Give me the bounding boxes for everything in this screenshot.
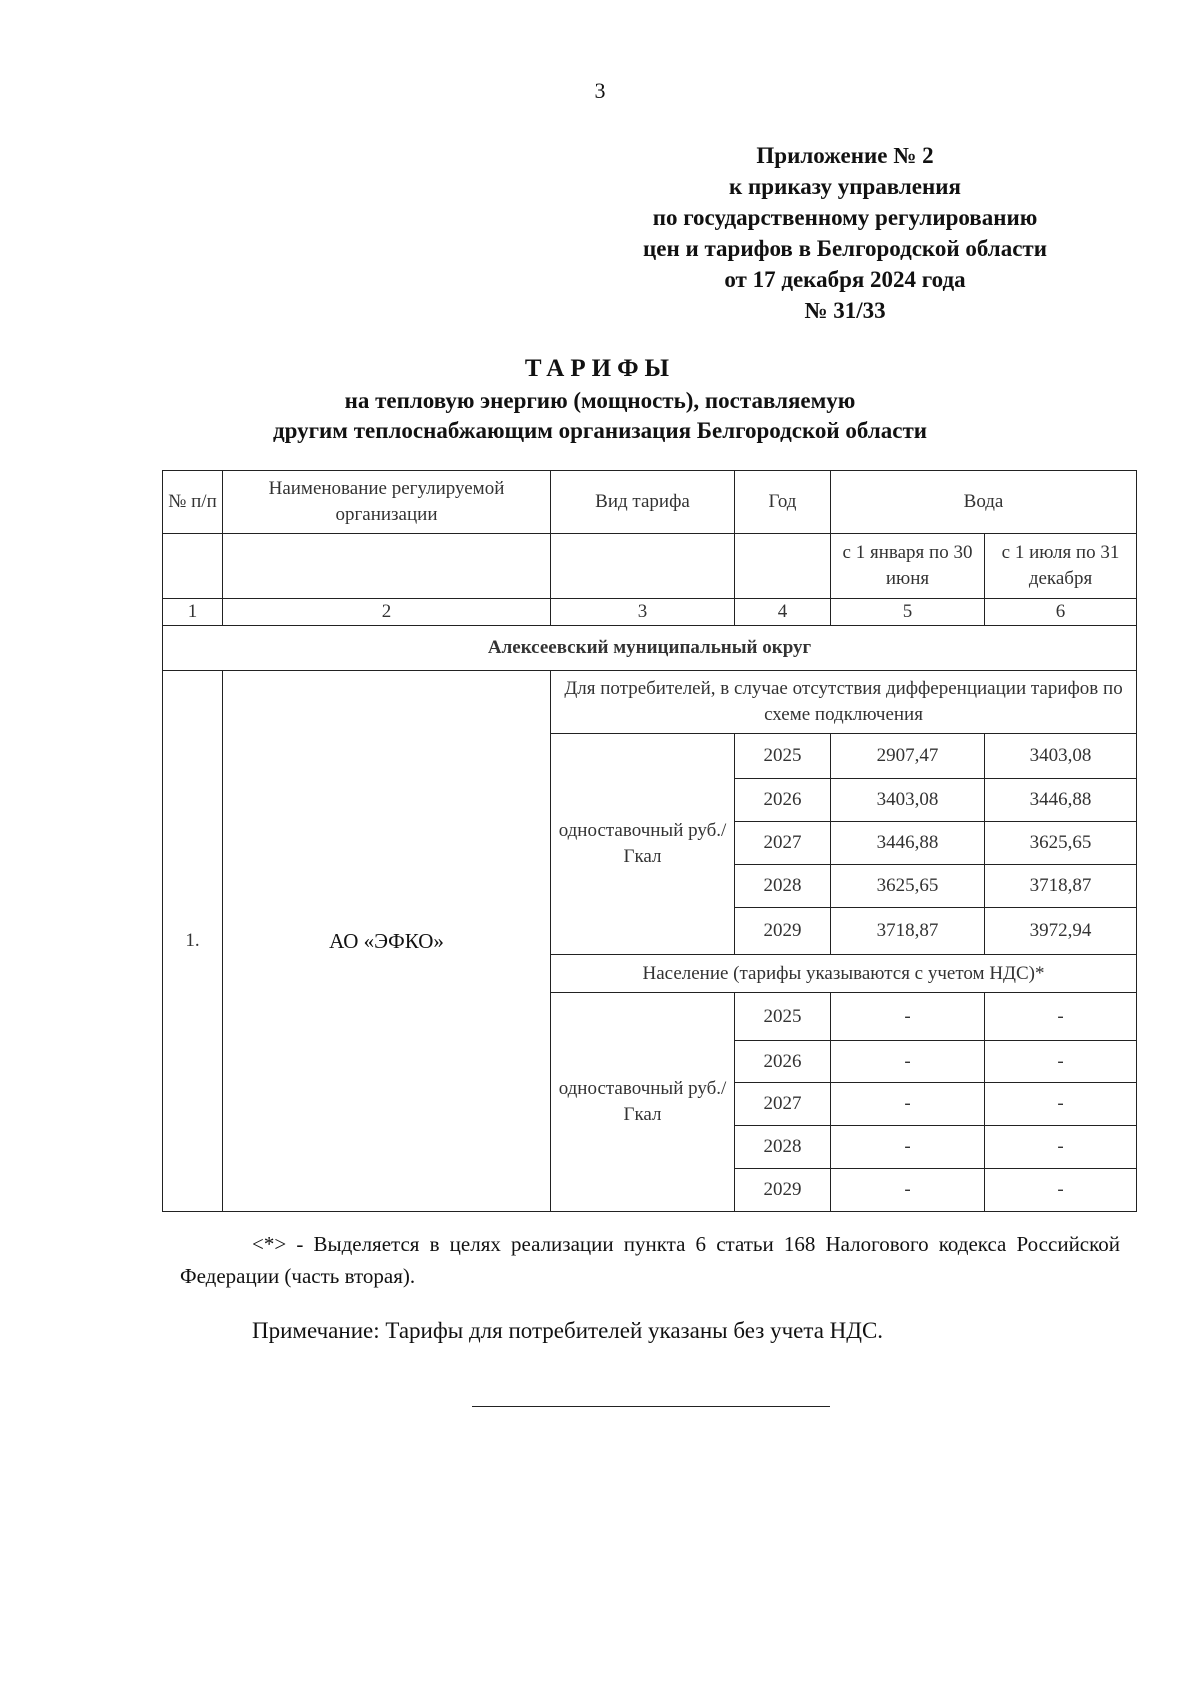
appendix-line: цен и тарифов в Белгородской области — [643, 236, 1047, 261]
header-water: Вода — [831, 471, 1137, 534]
year-cell: 2026 — [735, 1041, 831, 1083]
subheader-empty — [223, 534, 551, 599]
year-cell: 2025 — [735, 993, 831, 1041]
title-subtitle-1: на тепловую энергию (мощность), поставляемую — [344, 388, 856, 413]
tariff-value-h1: 3446,88 — [831, 822, 985, 865]
table-subheader-row — [163, 534, 1137, 599]
tariff-value-h1: 3403,08 — [831, 779, 985, 822]
title-subtitle-2: другим теплоснабжающим организация Белгородской области — [272, 418, 927, 443]
tariff-value-h2: 3972,94 — [985, 908, 1137, 955]
tariff-value-h2: - — [985, 1169, 1137, 1212]
note: Примечание: Тарифы для потребителей указаны без учета НДС. — [252, 1318, 884, 1343]
year-cell: 2029 — [735, 908, 831, 955]
tariff-table — [162, 470, 1137, 1212]
header-num: № п/п — [163, 471, 223, 534]
year-cell: 2027 — [735, 822, 831, 865]
district-name: Алексеевский муниципальный округ — [163, 626, 1137, 671]
appendix-line: от 17 декабря 2024 года — [724, 267, 966, 292]
column-number: 2 — [223, 599, 551, 626]
consumers-section-label: Для потребителей, в случае отсутствия дифференциации тарифов по схеме подключения — [551, 671, 1137, 734]
tariff-value-h1: - — [831, 993, 985, 1041]
subheader-empty — [163, 534, 223, 599]
population-tariff-type: одноставочный руб./Гкал — [551, 993, 735, 1212]
tariff-value-h1: - — [831, 1126, 985, 1169]
column-number: 6 — [985, 599, 1137, 626]
title-main: ТАРИФЫ — [524, 355, 676, 382]
tariff-value-h2: 3446,88 — [985, 779, 1137, 822]
tariff-value-h2: 3625,65 — [985, 822, 1137, 865]
tariff-value-h2: - — [985, 1041, 1137, 1083]
document-title — [0, 352, 1200, 446]
tariff-value-h2: - — [985, 1126, 1137, 1169]
page-number: 3 — [594, 78, 606, 103]
header-period-1: с 1 января по 30 июня — [831, 534, 985, 599]
header-period-2: с 1 июля по 31 декабря — [985, 534, 1137, 599]
column-number: 1 — [163, 599, 223, 626]
table-header-row — [163, 471, 1137, 534]
subheader-empty — [735, 534, 831, 599]
tariff-value-h2: 3403,08 — [985, 734, 1137, 779]
appendix-line: Приложение № 2 — [756, 143, 934, 168]
tariff-value-h1: 3625,65 — [831, 865, 985, 908]
footnote: <*> - Выделяется в целях реализации пункта 6 статьи 168 Налогового кодекса Российской Федерации (часть вторая). — [180, 1232, 1120, 1288]
tariff-value-h1: - — [831, 1041, 985, 1083]
header-organization: Наименование регулируемой организации — [223, 471, 551, 534]
appendix-line: по государственному регулированию — [652, 205, 1038, 230]
year-cell: 2029 — [735, 1169, 831, 1212]
consumers-tariff-type: одноставочный руб./Гкал — [551, 734, 735, 955]
appendix-header — [600, 140, 1090, 326]
column-number: 4 — [735, 599, 831, 626]
row-number: 1. — [163, 671, 223, 1212]
tariff-value-h1: - — [831, 1169, 985, 1212]
header-year: Год — [735, 471, 831, 534]
appendix-line: № 31/33 — [804, 298, 886, 323]
population-section-label: Население (тарифы указываются с учетом НДС)* — [551, 955, 1137, 993]
header-tariff-type: Вид тарифа — [551, 471, 735, 534]
tariff-value-h1: 2907,47 — [831, 734, 985, 779]
year-cell: 2026 — [735, 779, 831, 822]
separator-line — [472, 1406, 830, 1407]
year-cell: 2025 — [735, 734, 831, 779]
tariff-value-h2: - — [985, 1083, 1137, 1126]
table-row — [163, 671, 1137, 734]
column-number: 3 — [551, 599, 735, 626]
year-cell: 2028 — [735, 1126, 831, 1169]
year-cell: 2028 — [735, 865, 831, 908]
tariff-value-h2: - — [985, 993, 1137, 1041]
district-row — [163, 626, 1137, 671]
tariff-value-h1: - — [831, 1083, 985, 1126]
subheader-empty — [551, 534, 735, 599]
column-number: 5 — [831, 599, 985, 626]
column-number-row — [163, 599, 1137, 626]
tariff-value-h2: 3718,87 — [985, 865, 1137, 908]
appendix-line: к приказу управления — [729, 174, 961, 199]
year-cell: 2027 — [735, 1083, 831, 1126]
organization-name: АО «ЭФКО» — [223, 671, 551, 1212]
tariff-value-h1: 3718,87 — [831, 908, 985, 955]
